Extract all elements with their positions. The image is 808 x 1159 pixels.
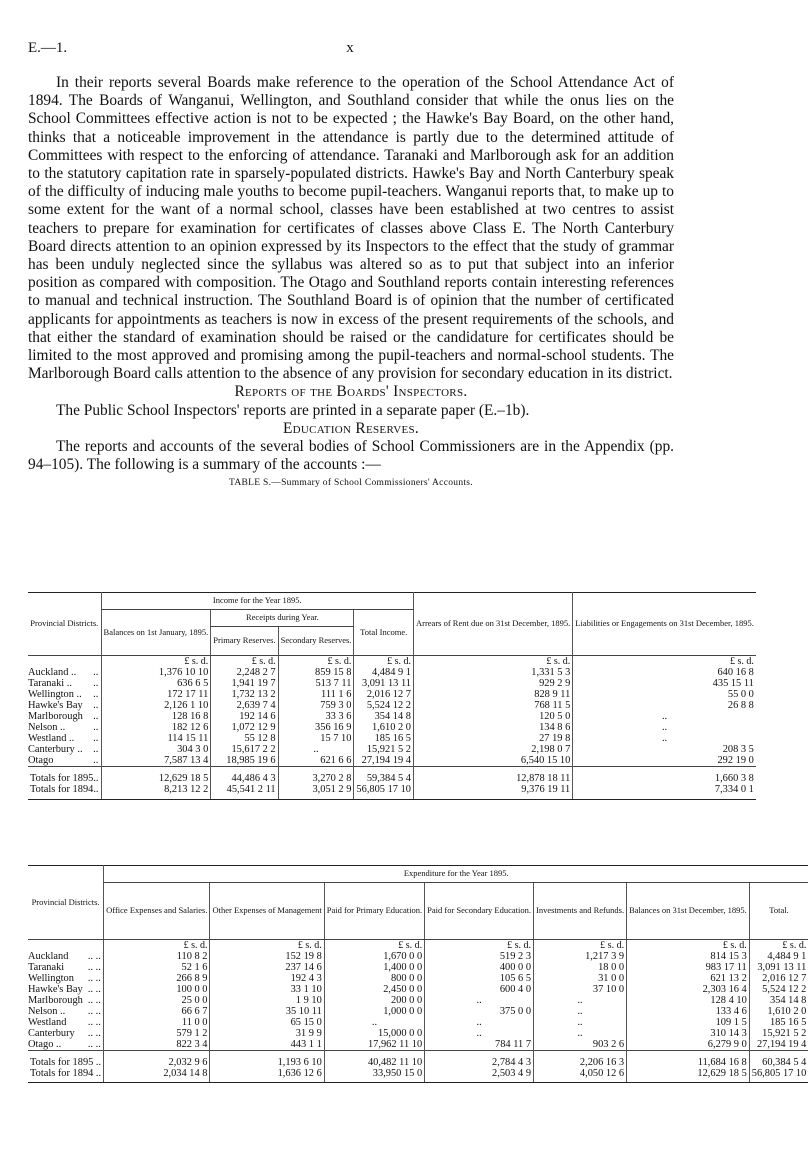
totals-row	[28, 767, 756, 785]
cell-invest: ..	[534, 995, 627, 1006]
total-balances: 12,629 18 5	[101, 767, 211, 785]
cell-other: 152 19 8	[210, 951, 324, 962]
cell-primary: ..	[324, 1017, 424, 1028]
district-name: Taranaki	[28, 962, 65, 973]
table-caption: TABLE S.—Summary of School Commissioners' Accounts.	[229, 478, 473, 489]
unit-label: £ s. d.	[425, 940, 534, 952]
cell-balances: 128 16 8	[101, 711, 211, 722]
units-row	[28, 656, 756, 668]
cell-arrears: 828 9 11	[413, 689, 572, 700]
district-name: Canterbury	[28, 1028, 75, 1039]
cell-invest: ..	[534, 1017, 627, 1028]
cell-balances: 636 6 5	[101, 678, 211, 689]
district-name: Canterbury ..	[28, 744, 83, 755]
cell-office: 822 3 4	[104, 1039, 210, 1051]
total-arrears: 9,376 19 11	[413, 784, 572, 800]
total-primary: 44,486 4 3	[211, 767, 278, 785]
cell-balances: 133 4 6	[627, 1006, 750, 1017]
cell-arrears: 120 5 0	[413, 711, 572, 722]
leader-dots: ..	[93, 711, 99, 722]
district-name: Wellington	[28, 973, 74, 984]
cell-secondary: ..	[425, 995, 534, 1006]
cell-other: 35 10 11	[210, 1006, 324, 1017]
leader-dots: ..	[93, 689, 99, 700]
district-name: Westland	[28, 1017, 67, 1028]
cell-liabilities: 208 3 5	[573, 744, 756, 755]
district-name: Wellington ..	[28, 689, 82, 700]
units-spacer	[28, 656, 101, 668]
leader-dots: ..	[93, 755, 99, 766]
cell-invest: 1,217 3 9	[534, 951, 627, 962]
cell-primary: 1,732 13 2	[211, 689, 278, 700]
col-investments: Investments and Refunds.	[534, 883, 627, 940]
cell-arrears: 6,540 15 10	[413, 755, 572, 767]
cell-total: 27,194 19 4	[749, 1039, 808, 1051]
col-secondary-paid: Paid for Secondary Education.	[425, 883, 534, 940]
col-total-income: Total Income.	[354, 610, 414, 656]
total-other: 1,193 6 10	[210, 1051, 324, 1069]
cell-office: 66 6 7	[104, 1006, 210, 1017]
cell-total: 27,194 19 4	[354, 755, 414, 767]
unit-label: £ s. d.	[101, 656, 211, 668]
col-district: Provincial Districts.	[28, 593, 101, 656]
col-total: Total.	[749, 883, 808, 940]
units-spacer	[28, 940, 104, 952]
cell-balances: 304 3 0	[101, 744, 211, 755]
cell-total: 3,091 13 11	[354, 678, 414, 689]
income-group-header: Income for the Year 1895.	[101, 593, 413, 610]
leader-dots: .. ..	[87, 1039, 101, 1050]
leader-dots: .. ..	[87, 951, 101, 962]
leader-dots: .. ..	[87, 962, 101, 973]
table-row	[28, 1028, 808, 1039]
district-name: Westland ..	[28, 733, 75, 744]
unit-label: £ s. d.	[278, 656, 354, 668]
district-name: Nelson ..	[28, 1006, 66, 1017]
paragraph-reserves: The reports and accounts of the several bodies of School Commissioners are in the Appendix (pp. 94–105). The following is a summary of the accounts :—	[28, 438, 674, 474]
cell-invest: ..	[534, 1006, 627, 1017]
cell-primary: 15,000 0 0	[324, 1028, 424, 1039]
leader-dots: .. ..	[87, 995, 101, 1006]
cell-secondary: 759 3 0	[278, 700, 354, 711]
district-name: Nelson ..	[28, 722, 66, 733]
total-other: 1,636 12 6	[210, 1068, 324, 1083]
col-primary-paid: Paid for Primary Education.	[324, 883, 424, 940]
cell-balances: 983 17 11	[627, 962, 750, 973]
cell-primary: 18,985 19 6	[211, 755, 278, 767]
document-code: E.—1.	[28, 40, 68, 56]
total-secondary: 3,270 2 8	[278, 767, 354, 785]
cell-office: 579 1 2	[104, 1028, 210, 1039]
cell-other: 1 9 10	[210, 995, 324, 1006]
total-arrears: 12,878 18 11	[413, 767, 572, 785]
cell-total: 15,921 5 2	[749, 1028, 808, 1039]
total-liabilities: 1,660 3 8	[573, 767, 756, 785]
cell-invest: 903 2 6	[534, 1039, 627, 1051]
cell-office: 100 0 0	[104, 984, 210, 995]
expenditure-group-header: Expenditure for the Year 1895.	[104, 866, 808, 883]
table-row	[28, 951, 808, 962]
totals-label: Totals for 1894..	[28, 784, 101, 800]
cell-secondary: 111 1 6	[278, 689, 354, 700]
cell-secondary: 600 4 0	[425, 984, 534, 995]
total-secondary: 2,503 4 9	[425, 1068, 534, 1083]
cell-arrears: 929 2 9	[413, 678, 572, 689]
total-balances: 8,213 12 2	[101, 784, 211, 800]
cell-liabilities: 435 15 11	[573, 678, 756, 689]
cell-secondary: ..	[425, 1028, 534, 1039]
paragraph-attendance: In their reports several Boards make reference to the operation of the School Attendance Act of 1894. The Boards of Wanganui, Wellington, and Southland consider that while the onus lies on the School Committees effective action is not to be expected ; the Hawke's Bay Board, on the other hand, thinks that a noticeable improvement in the attendance is partly due to the determined attitude of Committees with respect to the enforcing of attendance. Taranaki and Marlborough ask for an addition to the statutory capitation rate in sparsely-populated districts. Hawke's Bay and North Canterbury speak of the difficulty of inducing male youths to become pupil-teachers. Wanganui reports that, to make up to some extent for the want of a normal school, classes have been established at two centres to assist teachers to prepare for examination for certificates of classes above Class E. The North Canterbury Board directs attention to an opinion expressed by its Inspectors to the effect that the study of grammar has been unduly neglected since the syllabus was altered so as to put that subject into an inferior position as compared with composition. The Otago and Southland reports contain interesting references to manual and technical instruction. The Southland Board is of opinion that the number of certificated applicants for appointments as teachers is now in excess of the present requirements of the schools, and that either the standard of examination should be raised or the candidature for certificates should be limited to the most approved and promising among the pupil-teachers and normal-school students. The Marlborough Board calls attention to the absence of any provision for secondary education in its district.	[28, 74, 674, 383]
cell-liabilities: 26 8 8	[573, 700, 756, 711]
col-district-2: Provincial Districts.	[28, 866, 104, 940]
expenditure-table	[28, 865, 808, 1083]
cell-arrears: 134 8 6	[413, 722, 572, 733]
cell-primary: 1,941 19 7	[211, 678, 278, 689]
cell-office: 266 8 9	[104, 973, 210, 984]
cell-secondary: 15 7 10	[278, 733, 354, 744]
district-name: Otago	[28, 755, 54, 766]
table-row	[28, 962, 808, 973]
totals-row	[28, 1068, 808, 1083]
unit-label: £ s. d.	[210, 940, 324, 952]
total-secondary: 2,784 4 3	[425, 1051, 534, 1069]
cell-liabilities: 55 0 0	[573, 689, 756, 700]
leader-dots: .. ..	[87, 984, 101, 995]
cell-balances: 128 4 10	[627, 995, 750, 1006]
cell-total: 1,610 2 0	[749, 1006, 808, 1017]
cell-secondary: 400 0 0	[425, 962, 534, 973]
col-other: Other Expenses of Management	[210, 883, 324, 940]
cell-other: 31 9 9	[210, 1028, 324, 1039]
cell-secondary: 105 6 5	[425, 973, 534, 984]
col-balances-dec: Balances on 31st December, 1895.	[627, 883, 750, 940]
unit-label: £ s. d.	[627, 940, 750, 952]
page-header	[28, 40, 672, 60]
cell-other: 192 4 3	[210, 973, 324, 984]
cell-arrears: 1,331 5 3	[413, 667, 572, 678]
total-balances: 12,629 18 5	[627, 1068, 750, 1083]
total-invest: 2,206 16 3	[534, 1051, 627, 1069]
col-liabilities: Liabilities or Engagements on 31st December, 1895.	[573, 593, 756, 656]
table-row	[28, 722, 756, 733]
cell-primary: 800 0 0	[324, 973, 424, 984]
cell-secondary: 513 7 11	[278, 678, 354, 689]
cell-other: 65 15 0	[210, 1017, 324, 1028]
cell-other: 237 14 6	[210, 962, 324, 973]
cell-total: 2,016 12 7	[354, 689, 414, 700]
totals-label: Totals for 1895..	[30, 773, 99, 784]
unit-label: £ s. d.	[749, 940, 808, 952]
table-row	[28, 711, 756, 722]
totals-label: Totals for 1895 ..	[30, 1057, 102, 1068]
cell-primary: 17,962 11 10	[324, 1039, 424, 1051]
cell-liabilities: ..	[573, 722, 756, 733]
unit-label: £ s. d.	[413, 656, 572, 668]
unit-label: £ s. d.	[104, 940, 210, 952]
cell-liabilities: 292 19 0	[573, 755, 756, 767]
cell-primary: 192 14 6	[211, 711, 278, 722]
cell-invest: 18 0 0	[534, 962, 627, 973]
cell-total: 354 14 8	[749, 995, 808, 1006]
unit-label: £ s. d.	[534, 940, 627, 952]
cell-primary: 1,400 0 0	[324, 962, 424, 973]
total-total: 56,805 17 10	[749, 1068, 808, 1083]
income-table	[28, 592, 756, 800]
unit-label: £ s. d.	[354, 656, 414, 668]
cell-balances: 814 15 3	[627, 951, 750, 962]
table-row	[28, 733, 756, 744]
unit-label: £ s. d.	[324, 940, 424, 952]
col-secondary: Secondary Reserves.	[278, 627, 354, 656]
table-row	[28, 1017, 808, 1028]
cell-secondary: 33 3 6	[278, 711, 354, 722]
cell-total: 5,524 12 2	[354, 700, 414, 711]
total-invest: 4,050 12 6	[534, 1068, 627, 1083]
cell-total: 5,524 12 2	[749, 984, 808, 995]
paragraph-inspectors: The Public School Inspectors' reports are printed in a separate paper (E.–1b).	[56, 401, 530, 419]
totals-label: Totals for 1894 ..	[28, 1068, 104, 1083]
col-arrears: Arrears of Rent due on 31st December, 1895.	[413, 593, 572, 656]
total-secondary: 3,051 2 9	[278, 784, 354, 800]
cell-balances: 2,303 16 4	[627, 984, 750, 995]
cell-secondary: 356 16 9	[278, 722, 354, 733]
body-text	[28, 74, 674, 493]
table-row	[28, 744, 756, 755]
total-total: 56,805 17 10	[354, 784, 414, 800]
table-row	[28, 755, 756, 767]
cell-primary: 200 0 0	[324, 995, 424, 1006]
heading-reserves: Education Reserves.	[282, 419, 420, 437]
cell-invest: 37 10 0	[534, 984, 627, 995]
cell-arrears: 2,198 0 7	[413, 744, 572, 755]
leader-dots: ..	[93, 733, 99, 744]
cell-arrears: 27 19 8	[413, 733, 572, 744]
cell-invest: 31 0 0	[534, 973, 627, 984]
cell-primary: 15,617 2 2	[211, 744, 278, 755]
cell-balances: 621 13 2	[627, 973, 750, 984]
table-row	[28, 678, 756, 689]
leader-dots: .. ..	[87, 973, 101, 984]
cell-secondary: 375 0 0	[425, 1006, 534, 1017]
cell-total: 4,484 9 1	[354, 667, 414, 678]
cell-balances: 2,126 1 10	[101, 700, 211, 711]
cell-office: 11 0 0	[104, 1017, 210, 1028]
cell-total: 354 14 8	[354, 711, 414, 722]
cell-primary: 2,639 7 4	[211, 700, 278, 711]
district-name: Hawke's Bay	[28, 700, 83, 711]
total-office: 2,034 14 8	[104, 1068, 210, 1083]
total-office: 2,032 9 6	[104, 1051, 210, 1069]
leader-dots: ..	[93, 667, 99, 678]
col-primary: Primary Reserves.	[211, 627, 278, 656]
cell-primary: 55 12 8	[211, 733, 278, 744]
units-row	[28, 940, 808, 952]
cell-secondary: 519 2 3	[425, 951, 534, 962]
cell-liabilities: 640 16 8	[573, 667, 756, 678]
leader-dots: ..	[93, 722, 99, 733]
leader-dots: ..	[93, 744, 99, 755]
receipts-header: Receipts during Year.	[211, 610, 354, 627]
district-name: Hawke's Bay	[28, 984, 83, 995]
cell-total: 185 16 5	[354, 733, 414, 744]
district-name: Auckland ..	[28, 667, 77, 678]
district-name: Marlborough	[28, 995, 83, 1006]
district-name: Auckland	[28, 951, 69, 962]
cell-balances: 1,376 10 10	[101, 667, 211, 678]
cell-other: 443 1 1	[210, 1039, 324, 1051]
cell-balances: 114 15 11	[101, 733, 211, 744]
leader-dots: ..	[93, 678, 99, 689]
cell-primary: 2,450 0 0	[324, 984, 424, 995]
page-number: x	[346, 40, 354, 56]
cell-office: 110 8 2	[104, 951, 210, 962]
cell-total: 4,484 9 1	[749, 951, 808, 962]
table-row	[28, 1039, 808, 1051]
col-balances: Balances on 1st January, 1895.	[101, 610, 211, 656]
cell-primary: 1,670 0 0	[324, 951, 424, 962]
leader-dots: ..	[93, 700, 99, 711]
cell-secondary: 621 6 6	[278, 755, 354, 767]
total-primary: 33,950 15 0	[324, 1068, 424, 1083]
table-row	[28, 973, 808, 984]
heading-inspectors: Reports of the Boards' Inspectors.	[234, 383, 468, 401]
cell-arrears: 768 11 5	[413, 700, 572, 711]
total-balances: 11,684 16 8	[627, 1051, 750, 1069]
cell-primary: 1,072 12 9	[211, 722, 278, 733]
unit-label: £ s. d.	[211, 656, 278, 668]
leader-dots: .. ..	[87, 1028, 101, 1039]
cell-invest: ..	[534, 1028, 627, 1039]
total-liabilities: 7,334 0 1	[573, 784, 756, 800]
cell-balances: 109 1 5	[627, 1017, 750, 1028]
cell-secondary: 784 11 7	[425, 1039, 534, 1051]
unit-label: £ s. d.	[573, 656, 756, 668]
table-row	[28, 995, 808, 1006]
cell-balances: 182 12 6	[101, 722, 211, 733]
totals-row	[28, 1051, 808, 1069]
table-row	[28, 689, 756, 700]
total-primary: 40,482 11 10	[324, 1051, 424, 1069]
cell-balances: 7,587 13 4	[101, 755, 211, 767]
cell-secondary: ..	[425, 1017, 534, 1028]
cell-liabilities: ..	[573, 711, 756, 722]
cell-primary: 1,000 0 0	[324, 1006, 424, 1017]
cell-other: 33 1 10	[210, 984, 324, 995]
cell-balances: 6,279 9 0	[627, 1039, 750, 1051]
total-total: 60,384 5 4	[749, 1051, 808, 1069]
total-total: 59,384 5 4	[354, 767, 414, 785]
cell-total: 185 16 5	[749, 1017, 808, 1028]
district-name: Otago ..	[28, 1039, 62, 1050]
total-primary: 45,541 2 11	[211, 784, 278, 800]
table-row	[28, 667, 756, 678]
cell-total: 3,091 13 11	[749, 962, 808, 973]
cell-total: 1,610 2 0	[354, 722, 414, 733]
cell-total: 2,016 12 7	[749, 973, 808, 984]
table-row	[28, 984, 808, 995]
cell-secondary: ..	[278, 744, 354, 755]
totals-row	[28, 784, 756, 800]
col-office: Office Expenses and Salaries.	[104, 883, 210, 940]
table-row	[28, 1006, 808, 1017]
cell-office: 25 0 0	[104, 995, 210, 1006]
district-name: Taranaki ..	[28, 678, 72, 689]
cell-balances: 172 17 11	[101, 689, 211, 700]
leader-dots: .. ..	[87, 1017, 101, 1028]
leader-dots: .. ..	[87, 1006, 101, 1017]
cell-liabilities: ..	[573, 733, 756, 744]
cell-secondary: 859 15 8	[278, 667, 354, 678]
cell-office: 52 1 6	[104, 962, 210, 973]
table-row	[28, 700, 756, 711]
cell-balances: 310 14 3	[627, 1028, 750, 1039]
district-name: Marlborough	[28, 711, 83, 722]
cell-primary: 2,248 2 7	[211, 667, 278, 678]
cell-total: 15,921 5 2	[354, 744, 414, 755]
